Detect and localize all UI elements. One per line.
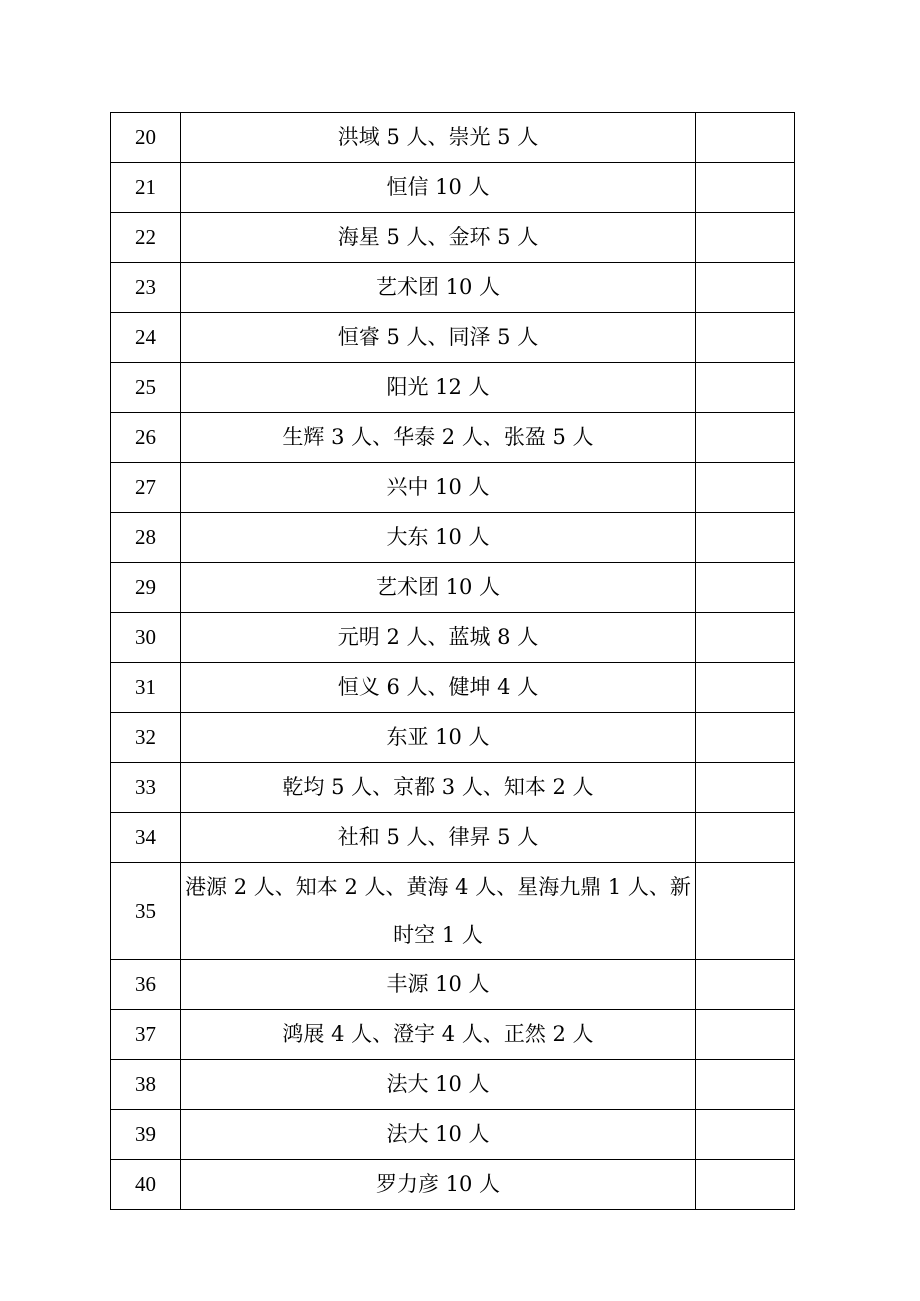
- table-row: [111, 813, 795, 863]
- table-row: [111, 763, 795, 813]
- row-detail: 法大 10 人: [181, 1060, 696, 1110]
- row-detail: 法大 10 人: [181, 1110, 696, 1160]
- allocation-table-body: [111, 113, 795, 1210]
- table-row: [111, 563, 795, 613]
- row-note: [696, 363, 795, 413]
- row-detail: 艺术团 10 人: [181, 263, 696, 313]
- row-number: 40: [111, 1160, 181, 1210]
- row-number: 25: [111, 363, 181, 413]
- row-note: [696, 763, 795, 813]
- row-detail: 罗力彦 10 人: [181, 1160, 696, 1210]
- table-row: [111, 863, 795, 960]
- row-number: 31: [111, 663, 181, 713]
- row-number: 26: [111, 413, 181, 463]
- table-row: [111, 363, 795, 413]
- table-row: [111, 713, 795, 763]
- row-number: 20: [111, 113, 181, 163]
- row-note: [696, 163, 795, 213]
- row-number: 22: [111, 213, 181, 263]
- row-detail: 洪域 5 人、崇光 5 人: [181, 113, 696, 163]
- row-number: 28: [111, 513, 181, 563]
- row-number: 30: [111, 613, 181, 663]
- row-note: [696, 513, 795, 563]
- row-detail: 艺术团 10 人: [181, 563, 696, 613]
- table-row: [111, 413, 795, 463]
- row-detail: 阳光 12 人: [181, 363, 696, 413]
- row-detail: 恒信 10 人: [181, 163, 696, 213]
- row-note: [696, 313, 795, 363]
- row-note: [696, 213, 795, 263]
- table-row: [111, 1110, 795, 1160]
- row-number: 39: [111, 1110, 181, 1160]
- row-note: [696, 1110, 795, 1160]
- row-detail: 东亚 10 人: [181, 713, 696, 763]
- row-detail: 恒睿 5 人、同泽 5 人: [181, 313, 696, 363]
- table-row: [111, 663, 795, 713]
- row-number: 23: [111, 263, 181, 313]
- row-detail: 鸿展 4 人、澄宇 4 人、正然 2 人: [181, 1010, 696, 1060]
- row-note: [696, 1010, 795, 1060]
- table-row: [111, 263, 795, 313]
- row-detail: 元明 2 人、蓝城 8 人: [181, 613, 696, 663]
- row-note: [696, 113, 795, 163]
- table-row: [111, 463, 795, 513]
- row-detail: 社和 5 人、律昇 5 人: [181, 813, 696, 863]
- table-row: [111, 613, 795, 663]
- row-number: 21: [111, 163, 181, 213]
- row-number: 34: [111, 813, 181, 863]
- row-detail: 海星 5 人、金环 5 人: [181, 213, 696, 263]
- row-note: [696, 813, 795, 863]
- row-number: 32: [111, 713, 181, 763]
- row-detail: 乾均 5 人、京都 3 人、知本 2 人: [181, 763, 696, 813]
- row-note: [696, 960, 795, 1010]
- table-row: [111, 213, 795, 263]
- row-detail: 生辉 3 人、华泰 2 人、张盈 5 人: [181, 413, 696, 463]
- row-detail: 恒义 6 人、健坤 4 人: [181, 663, 696, 713]
- row-number: 33: [111, 763, 181, 813]
- table-row: [111, 513, 795, 563]
- table-row: [111, 1060, 795, 1110]
- row-detail: 丰源 10 人: [181, 960, 696, 1010]
- row-note: [696, 563, 795, 613]
- row-number: 27: [111, 463, 181, 513]
- row-detail: 大东 10 人: [181, 513, 696, 563]
- row-detail: 港源 2 人、知本 2 人、黄海 4 人、星海九鼎 1 人、新时空 1 人: [181, 863, 696, 960]
- table-row: [111, 313, 795, 363]
- row-note: [696, 413, 795, 463]
- row-number: 38: [111, 1060, 181, 1110]
- row-number: 24: [111, 313, 181, 363]
- row-note: [696, 463, 795, 513]
- row-note: [696, 713, 795, 763]
- row-number: 37: [111, 1010, 181, 1060]
- row-note: [696, 863, 795, 960]
- row-note: [696, 613, 795, 663]
- row-note: [696, 1160, 795, 1210]
- row-note: [696, 663, 795, 713]
- table-row: [111, 1160, 795, 1210]
- table-row: [111, 163, 795, 213]
- table-row: [111, 960, 795, 1010]
- table-row: [111, 113, 795, 163]
- table-row: [111, 1010, 795, 1060]
- row-note: [696, 1060, 795, 1110]
- row-number: 29: [111, 563, 181, 613]
- row-detail: 兴中 10 人: [181, 463, 696, 513]
- allocation-table: [110, 112, 795, 1210]
- row-number: 35: [111, 863, 181, 960]
- row-number: 36: [111, 960, 181, 1010]
- row-note: [696, 263, 795, 313]
